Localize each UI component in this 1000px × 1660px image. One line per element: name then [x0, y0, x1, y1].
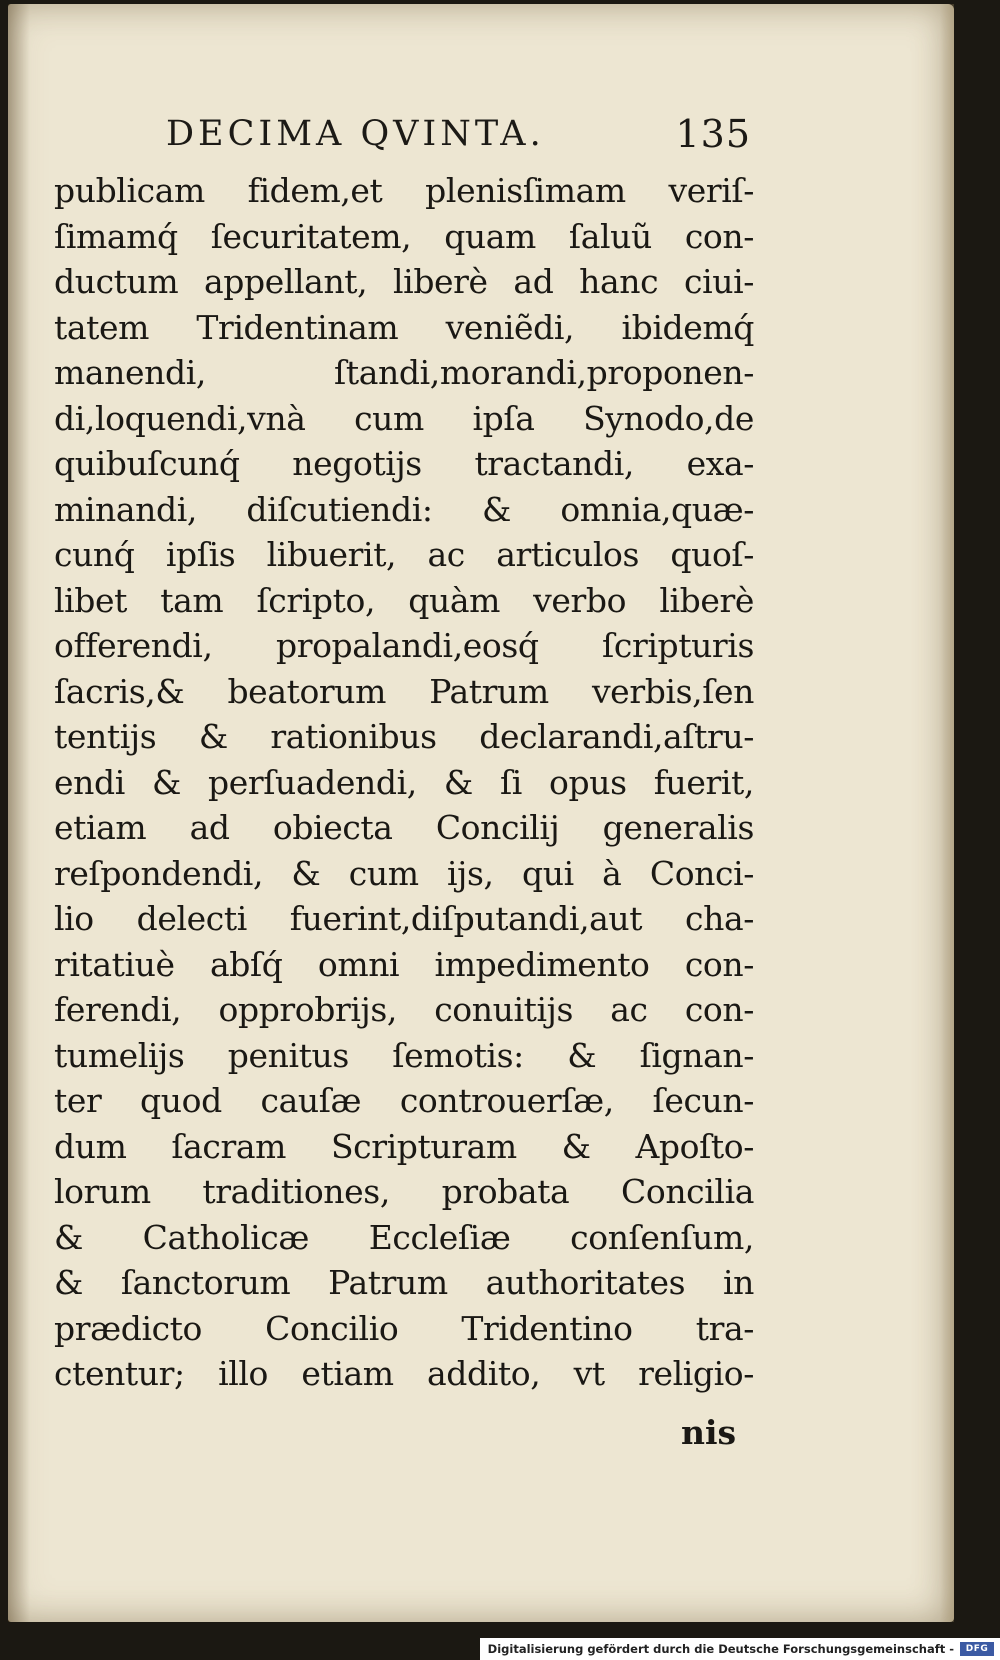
text-line: tatem Tridentinam veniẽdi, ibidemq́	[54, 307, 754, 347]
text-line: ctentur; illo etiam addito, vt religio-	[54, 1354, 754, 1393]
text-line: minandi, diſcutiendi: & omnia,quæ-	[54, 489, 754, 529]
book-page	[8, 4, 954, 1622]
text-line: ritatiuè abſq́ omni impedimento con-	[54, 944, 754, 984]
text-line: libet tam ſcripto, quàm verbo liberè	[54, 580, 754, 620]
running-head	[166, 108, 751, 164]
text-line: quibuſcunq́ negotijs tractandi, exa-	[54, 444, 754, 483]
text-line: ductum appellant, liberè ad hanc ciui-	[54, 262, 754, 301]
text-line: ſacris,& beatorum Patrum verbis,ſen	[54, 671, 754, 711]
binding-shadow	[8, 4, 30, 1622]
text-line: reſpondendi, & cum ijs, qui à Conci-	[54, 853, 754, 893]
text-line: lorum traditiones, probata Concilia	[54, 1172, 754, 1211]
page-edge-shadow	[940, 4, 954, 1622]
text-line: publicam fidem,et plenisſimam veriſ-	[54, 171, 754, 210]
text-line: manendi, ſtandi,morandi,proponen-	[54, 353, 754, 392]
text-line: tentijs & rationibus declarandi,aſtru-	[54, 717, 754, 756]
text-line: ferendi, opprobrijs, conuitijs ac con-	[54, 990, 754, 1029]
text-line: ter quod cauſæ controuerſæ, ſecun-	[54, 1081, 754, 1120]
text-line: prædicto Concilio Tridentino tra-	[54, 1308, 754, 1348]
catchword: nis	[681, 1413, 737, 1452]
text-line: dum ſacram Scripturam & Apoſto-	[54, 1126, 754, 1166]
dfg-logo[interactable]: DFG	[960, 1642, 994, 1656]
text-line: etiam ad obiecta Concilij generalis	[54, 808, 754, 847]
page-number: 135	[675, 112, 751, 156]
text-line: cunq́ ipſis libuerit, ac articulos quoſ-	[54, 535, 754, 574]
running-title: DECIMA QVINTA.	[166, 114, 545, 154]
credit-text: Digitalisierung gefördert durch die Deutsche Forschungsgemeinschaft -	[487, 1642, 954, 1656]
text-line: di,loquendi,vnà cum ipſa Synodo,de	[54, 398, 754, 438]
text-line: tumelijs penitus ſemotis: & ſignan-	[54, 1035, 754, 1075]
text-line: lio delecti fuerint,diſputandi,aut cha-	[54, 899, 754, 938]
text-line: ſimamq́ ſecuritatem, quam ſaluũ con-	[54, 216, 754, 256]
digitization-credit	[480, 1638, 1000, 1660]
text-line: endi & perſuadendi, & ſi opus fuerit,	[54, 762, 754, 802]
body-text	[54, 168, 754, 1397]
text-line: offerendi, propalandi,eosq́ ſcripturis	[54, 626, 754, 665]
text-line: & Catholicæ Eccleſiæ conſenſum,	[54, 1217, 754, 1257]
text-line: & ſanctorum Patrum authoritates in	[54, 1263, 754, 1302]
